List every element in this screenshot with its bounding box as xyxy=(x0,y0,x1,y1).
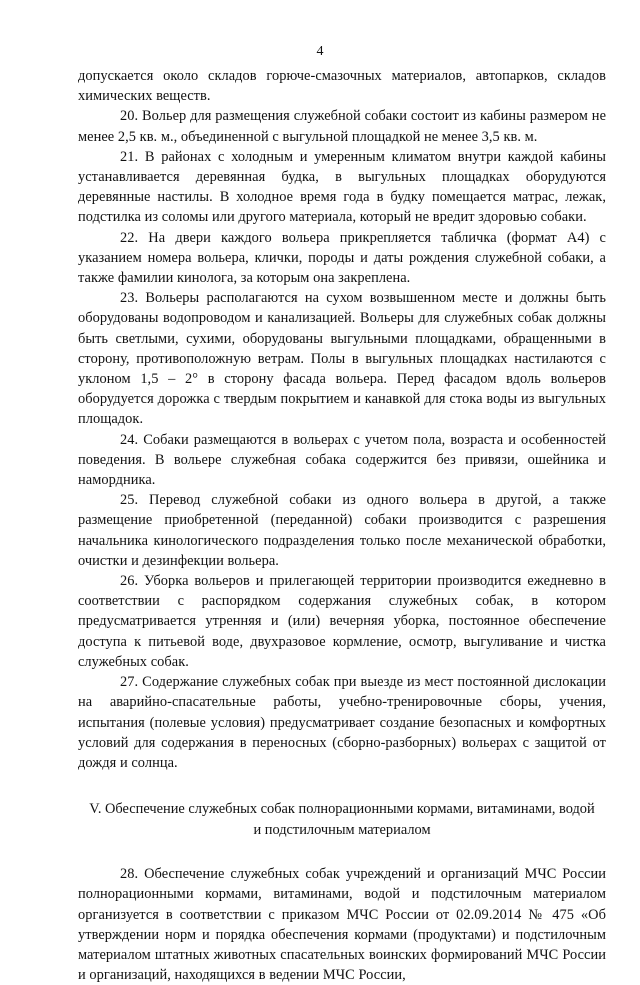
section-heading-line-1: V. Обеспечение служебных собак полнорационными кормами, витаминами, водой xyxy=(89,801,595,818)
paragraph-23: 23. Вольеры располагаются на сухом возвышенном месте и должны быть оборудованы водопроводом и канализацией. Вольеры для служебных собак должны быть светлыми, сухими, оборудованы выгульными площадками, обращенными в сторону, противоположную ветрам. Полы в выгульных площадках настилаются с уклоном 1,5 – 2° в сторону фасада вольера. Перед фасадом вдоль вольеров оборудуется дорожка с твердым покрытием и канавкой для стока воды из выгульных площадок. xyxy=(78,290,606,428)
paragraph-25: 25. Перевод служебной собаки из одного вольера в другой, а также размещение приобретенной (переданной) собаки производится с разрешения начальника кинологического подразделения только после механической обработки, очистки и дезинфекции вольера. xyxy=(78,492,606,569)
section-heading xyxy=(78,799,606,840)
paragraph-27: 27. Содержание служебных собак при выезде из мест постоянной дислокации на аварийно-спасательные работы, учебно-тренировочные сборы, учения, испытания (полевые условия) предусматривает создание безопасных и комфортных условий для содержания в переносных (сборно-разборных) вольерах с защитой от дождя и солнца. xyxy=(78,674,606,771)
paragraph-26: 26. Уборка вольеров и прилегающей территории производится ежедневно в соответствии с распорядком содержания служебных собак, в котором предусматривается утренняя и (или) вечерняя уборка, постоянное обеспечение доступа к питьевой воде, двухразовое кормление, осмотр, выгуливание и чистка служебных собак. xyxy=(78,573,606,670)
paragraph-28: 28. Обеспечение служебных собак учреждений и организаций МЧС России полнорационными кормами, витаминами, водой и подстилочным материалом организуется в соответствии с приказом МЧС России от 02.09.2014 № 475 «Об утверждении норм и порядка обеспечения кормами (продуктами) и подстилочным материалом штатных животных спасательных воинских формирований МЧС России и организаций, находящихся в ведении МЧС России, xyxy=(78,866,606,984)
section-heading-line-2: и подстилочным материалом xyxy=(253,821,431,838)
document-body xyxy=(78,66,606,985)
paragraph-21: 21. В районах с холодным и умеренным климатом внутри каждой кабины устанавливается деревянная будка, в выгульных площадках оборудуются деревянные настилы. В холодное время года в будку помещается матрас, лежак, подстилка из соломы или другого материала, который не вредит здоровью собаки. xyxy=(78,148,606,226)
paragraph-24: 24. Собаки размещаются в вольерах с учетом пола, возраста и особенностей поведения. В вольере служебная собака содержится без привязи, ошейника и намордника. xyxy=(78,431,606,489)
page-number: 4 xyxy=(316,44,324,59)
paragraph-20: 20. Вольер для размещения служебной собаки состоит из кабины размером не менее 2,5 кв. м., объединенной с выгульной площадкой не менее 3,5 кв. м. xyxy=(78,108,606,145)
paragraph-22: 22. На двери каждого вольера прикрепляется табличка (формат А4) с указанием номера вольера, клички, породы и даты рождения служебной собаки, а также фамилии кинолога, за которым она закреплена. xyxy=(78,229,606,287)
paragraph-continuation: допускается около складов горюче-смазочных материалов, автопарков, складов химических веществ. xyxy=(78,68,606,105)
